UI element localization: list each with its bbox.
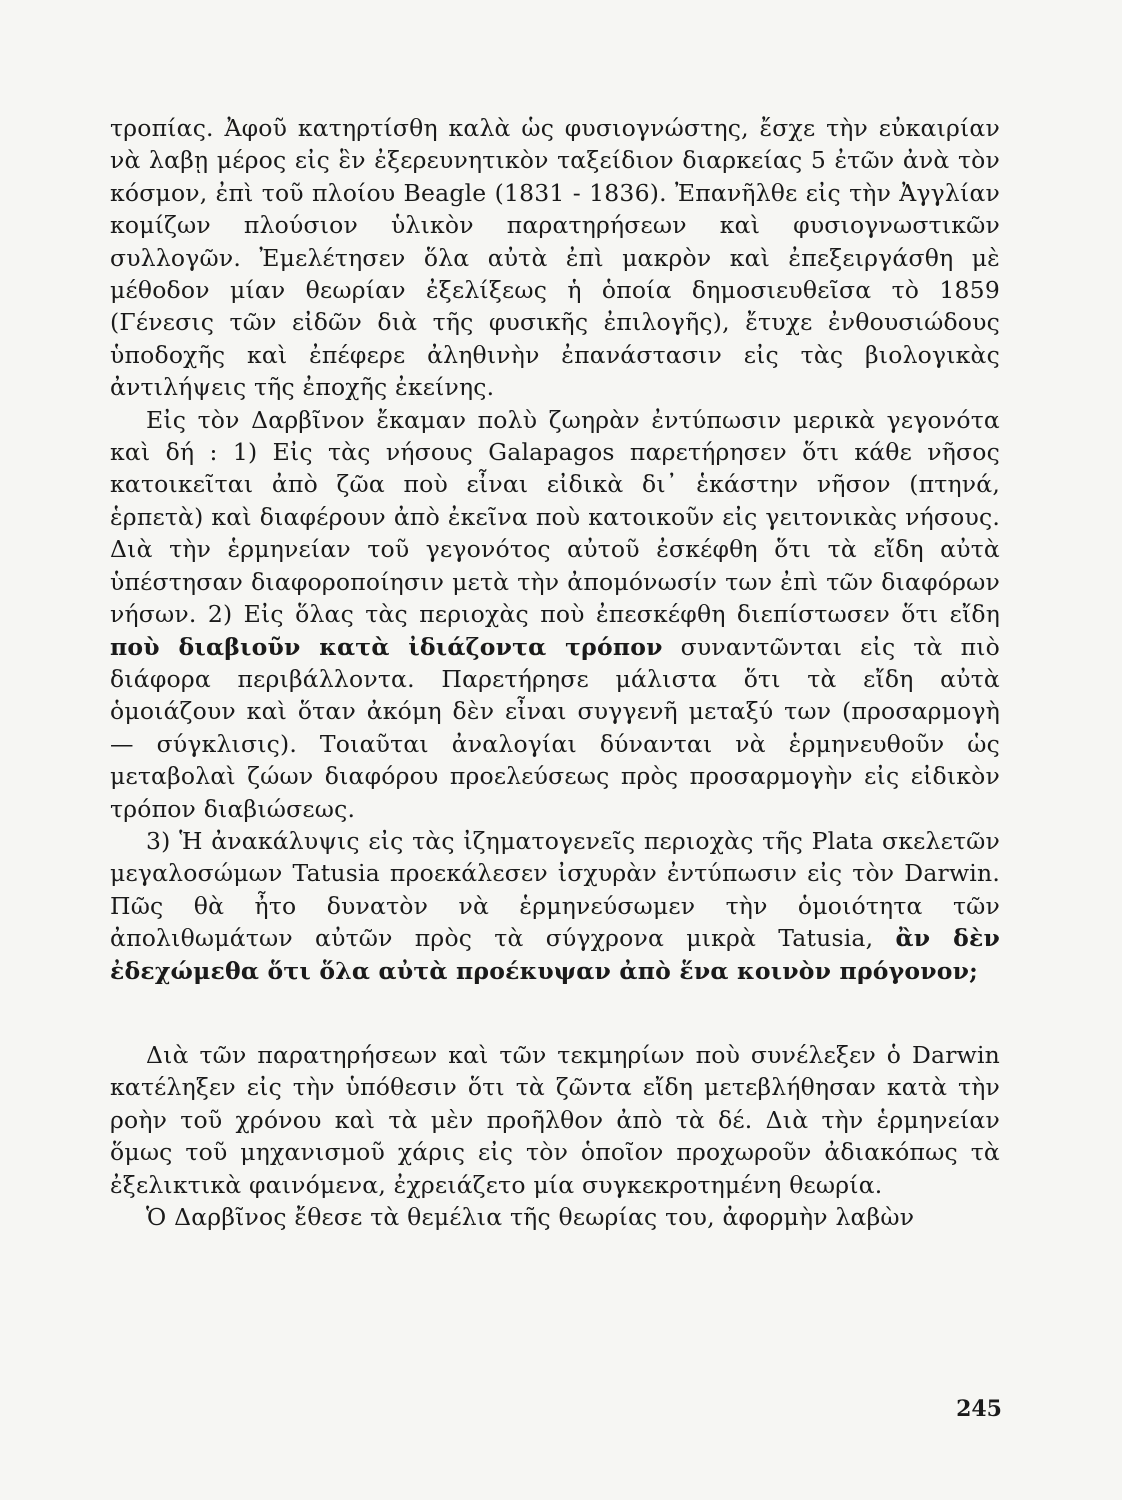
paragraph-3-text: 3) Ἡ ἀνακάλυψις εἰς τὰς ἰζηματογενεῖς περιοχὰς τῆς Plata σκελετῶν μεγαλοσώμων Tatusia προεκάλεσεν ἰσχυρὰν ἐντύπωσιν εἰς τὸν Darwin. Πῶς θὰ ἦτο δυνατὸν νὰ ἑρμηνεύσωμεν τὴν ὁμοιότητα τῶν ἀπολιθωμάτων αὐτῶν πρὸς τὰ σύγχρονα μικρὰ Tatusia,	[110, 826, 1000, 953]
paragraph-4: Διὰ τῶν παρατηρήσεων καὶ τῶν τεκμηρίων ποὺ συνέλεξεν ὁ Darwin κατέληξεν εἰς τὴν ὑπόθεσιν ὅτι τὰ ζῶντα εἴδη μετεβλήθησαν κατὰ τὴν ροὴν τοῦ χρόνου καὶ τὰ μὲν προῆλθον ἀπὸ τὰ δέ. Διὰ τὴν ἑρμηνείαν ὅμως τοῦ μηχανισμοῦ χάρις εἰς τὸν ὁποῖον προχωροῦν ἀδιακόπως τὰ ἐξελικτικὰ φαινόμενα, ἐχρειάζετο μία συγκεκροτημένη θεωρία.	[110, 1040, 1000, 1199]
paragraph-5: Ὁ Δαρβῖνος ἔθεσε τὰ θεμέλια τῆς θεωρίας του, ἀφορμὴν λαβὼν	[146, 1203, 915, 1231]
paragraph-3-emphasis: ἂν δὲν ἐδεχώμεθα ὅτι ὅλα αὐτὰ προέκυψαν ἀπὸ ἕνα κοινὸν πρόγονον;	[110, 924, 1001, 985]
page-number: 245	[956, 1396, 1002, 1422]
paragraph-2	[110, 404, 1000, 825]
paragraph-2-emphasis: ποὺ διαβιοῦν κατὰ ἰδιάζοντα τρόπον	[110, 632, 663, 661]
paragraph-3	[110, 825, 1000, 987]
body-text	[110, 112, 1000, 1233]
paragraph-2-text-b: συναντῶνται εἰς τὰ πιὸ διάφορα περιβάλλοντα. Παρετήρησε μάλιστα ὅτι τὰ εἴδη αὐτὰ ὁμοιάζουν καὶ ὅταν ἀκόμη δὲν εἶναι συγγενῆ μεταξύ των (προσαρμογὴ — σύγκλισις). Τοιαῦται ἀναλογίαι δύνανται νὰ ἑρμηνευθοῦν ὡς μεταβολαὶ ζώων διαφόρου προελεύσεως πρὸς προσαρμογὴν εἰς εἰδικὸν τρόπον διαβιώσεως.	[110, 632, 1001, 823]
paragraph-2-text-a: Εἰς τὸν Δαρβῖνον ἔκαμαν πολὺ ζωηρὰν ἐντύπωσιν μερικὰ γεγονότα καὶ δή : 1) Εἰς τὰς νήσους Galapagos παρετήρησεν ὅτι κάθε νῆσος κατοικεῖται ἀπὸ ζῶα ποὺ εἶναι εἰδικὰ δι᾿ ἑκάστην νῆσον (πτηνά, ἑρπετὰ) καὶ διαφέρουν ἀπὸ ἐκεῖνα ποὺ κατοικοῦν εἰς γειτονικὰς νήσους. Διὰ τὴν ἑρμηνείαν τοῦ γεγονότος αὐτοῦ ἐσκέφθη ὅτι τὰ εἴδη αὐτὰ ὑπέστησαν διαφοροποίησιν μετὰ τὴν ἀπομόνωσίν των ἐπὶ τῶν διαφόρων νήσων. 2) Εἰς ὅλας τὰς περιοχὰς ποὺ ἐπεσκέφθη διεπίστωσεν ὅτι εἴδη	[110, 405, 1000, 629]
paragraph-gap	[110, 987, 1000, 1039]
paragraph-1: τροπίας. Ἀφοῦ κατηρτίσθη καλὰ ὡς φυσιογνώστης, ἔσχε τὴν εὐκαιρίαν νὰ λαβῃ μέρος εἰς ἓν ἐξερευνητικὸν ταξείδιον διαρκείας 5 ἐτῶν ἀνὰ τὸν κόσμον, ἐπὶ τοῦ πλοίου Beagle (1831 - 1836). Ἐπανῆλθε εἰς τὴν Ἀγγλίαν κομίζων πλούσιον ὑλικὸν παρατηρήσεων καὶ φυσιογνωστικῶν συλλογῶν. Ἐμελέτησεν ὅλα αὐτὰ ἐπὶ μακρὸν καὶ ἐπεξειργάσθη μὲ μέθοδον μίαν θεωρίαν ἐξελίξεως ἡ ὁποία δημοσιευθεῖσα τὸ 1859 (Γένεσις τῶν εἰδῶν διὰ τῆς φυσικῆς ἐπιλογῆς), ἔτυχε ἐνθουσιώδους ὑποδοχῆς καὶ ἐπέφερε ἀληθινὴν ἐπανάστασιν εἰς τὰς βιολογικὰς ἀντιλήψεις τῆς ἐποχῆς ἐκείνης.	[110, 114, 1000, 402]
